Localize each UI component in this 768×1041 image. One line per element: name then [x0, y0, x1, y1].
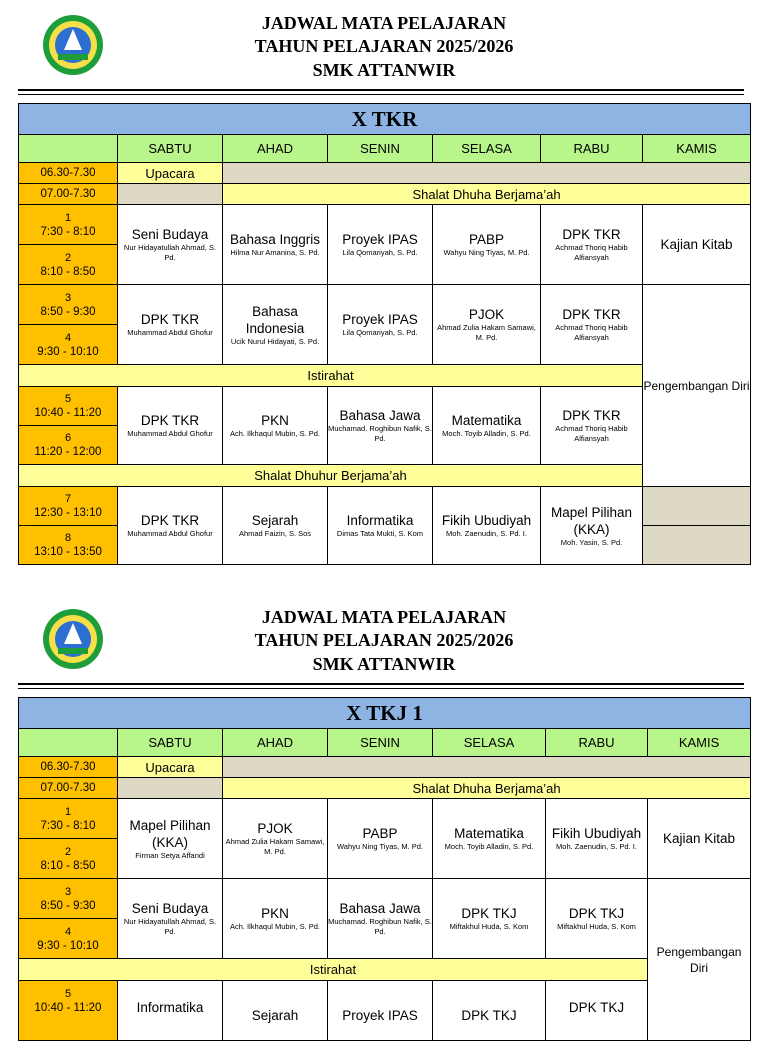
period-number: 2	[64, 845, 72, 858]
subject: PABP	[362, 826, 398, 841]
teacher: Muhammad Abdul Ghofur	[127, 529, 213, 538]
subject: DPK TKJ	[461, 1008, 517, 1023]
lesson-cell	[328, 879, 433, 959]
header-line1: JADWAL MATA PELAJARAN	[261, 13, 507, 33]
day-header-blank	[19, 729, 118, 757]
lesson-cell	[328, 387, 433, 465]
teacher: Ahmad Zulia Hakam Samawi, M. Pd.	[437, 323, 536, 342]
pengembangan-diri-cell	[643, 285, 751, 487]
subject: Proyek IPAS	[342, 232, 418, 247]
teacher: Moh. Yasin, S. Pd.	[560, 537, 623, 547]
dhuhur-banner: Shalat Dhuhur Berjama’ah	[19, 465, 643, 487]
teacher: Muhammad Abdul Ghofur	[127, 328, 213, 337]
teacher: Lila Qomariyah, S. Pd.	[342, 248, 418, 257]
period-time: 8:10 - 8:50	[40, 265, 96, 278]
teacher: Achmad Thoriq Habib Alfiansyah	[555, 424, 628, 443]
period-time: 10:40 - 11:20	[34, 407, 102, 419]
subject: Sejarah	[251, 513, 299, 528]
subject: PJOK	[468, 307, 505, 322]
subject: Fikih Ubudiyah	[551, 826, 642, 841]
period-time: 10:40 - 11:20	[34, 1002, 102, 1014]
subject: PJOK	[257, 821, 293, 836]
teacher: Ahmad Faizin, S. Sos	[238, 529, 312, 538]
period-time: 8:50 - 9:30	[40, 305, 96, 318]
lesson-cell	[223, 205, 328, 285]
period-time: 9:30 - 10:10	[37, 345, 99, 358]
subject: Bahasa Indonesia	[245, 303, 305, 336]
day-header: SENIN	[328, 135, 433, 163]
lesson-cell	[648, 799, 751, 879]
lesson-cell	[328, 205, 433, 285]
subject: Kajian Kitab	[663, 831, 736, 846]
period-1	[19, 799, 118, 839]
day-header: SENIN	[328, 729, 433, 757]
lesson-cell	[118, 285, 223, 365]
subject: PKN	[261, 906, 289, 921]
period-number: 4	[64, 331, 72, 344]
period-4	[19, 325, 118, 365]
lesson-cell	[223, 285, 328, 365]
lesson-cell	[433, 285, 541, 365]
period-number: 4	[64, 925, 72, 938]
teacher: Lila Qomariyah, S. Pd.	[342, 328, 418, 337]
blank-cell	[118, 778, 223, 799]
period-7	[19, 487, 118, 526]
period-4	[19, 919, 118, 959]
period-time: 11:20 - 12:00	[34, 446, 102, 458]
lesson-cell	[433, 387, 541, 465]
header-line2: TAHUN PELAJARAN 2025/2026	[254, 630, 514, 650]
lesson-cell	[541, 285, 643, 365]
period-time: 7:30 - 8:10	[40, 819, 96, 832]
lesson-cell	[541, 487, 643, 565]
period-time: 12:30 - 13:10	[34, 507, 102, 519]
subject: DPK TKR	[562, 227, 621, 242]
subject: Seni Budaya	[131, 227, 209, 242]
subject: DPK TKJ	[568, 906, 625, 921]
schedule-table	[18, 697, 751, 1041]
istirahat-banner: Istirahat	[19, 365, 643, 387]
period-5	[19, 981, 118, 1041]
period-time: 9:30 - 10:10	[37, 939, 99, 952]
teacher: Dimas Tata Mukti, S. Kom	[336, 529, 424, 538]
period-number: 2	[64, 251, 72, 264]
lesson-cell	[546, 799, 648, 879]
lesson-cell	[546, 879, 648, 959]
teacher: Wahyu Ning Tiyas, M. Pd.	[443, 248, 530, 257]
subject: Bahasa Jawa	[339, 901, 421, 916]
dhuha-banner: Shalat Dhuha Berjama’ah	[223, 184, 751, 205]
blank-cell	[223, 163, 751, 184]
lesson-cell	[433, 487, 541, 565]
teacher: Moch. Toyib Alladin, S. Pd.	[442, 429, 531, 438]
subject: DPK TKR	[140, 513, 200, 528]
subject: Informatika	[346, 513, 414, 528]
subject: Kajian Kitab	[660, 237, 733, 252]
schedule-table	[18, 103, 751, 565]
lesson-cell	[118, 799, 223, 879]
period-number: 6	[64, 432, 72, 444]
teacher: Nur Hidayatullah Ahmad, S. Pd.	[123, 917, 217, 936]
period-5	[19, 387, 118, 426]
lesson-cell	[223, 387, 328, 465]
lesson-cell	[643, 205, 751, 285]
subject: Proyek IPAS	[342, 312, 418, 327]
period-number: 1	[64, 211, 72, 224]
subject: Seni Budaya	[131, 901, 209, 916]
lesson-cell	[223, 981, 328, 1041]
teacher: Miftakhul Huda, S. Kom	[449, 922, 529, 931]
subject: DPK TKR	[562, 408, 621, 423]
teacher: Ach. Ilkhaqul Mubin, S. Pd.	[229, 429, 321, 438]
subject: DPK TKR	[140, 312, 200, 327]
blank-cell	[643, 526, 751, 565]
teacher: Achmad Thoriq Habib Alfiansyah	[555, 323, 628, 342]
teacher: Wahyu Ning Tiyas, M. Pd.	[336, 842, 423, 851]
header-line1: JADWAL MATA PELAJARAN	[261, 607, 507, 627]
subject: Sejarah	[251, 1008, 299, 1023]
lesson-cell	[433, 205, 541, 285]
period-8	[19, 526, 118, 565]
day-header: AHAD	[223, 729, 328, 757]
blank-cell	[118, 184, 223, 205]
blank-cell	[223, 757, 751, 778]
class-title: X TKJ 1	[19, 698, 751, 729]
day-header: SABTU	[118, 729, 223, 757]
lesson-cell	[118, 387, 223, 465]
lesson-cell	[328, 285, 433, 365]
time-slot: 06.30-7.30	[19, 757, 118, 778]
day-header: AHAD	[223, 135, 328, 163]
period-number: 3	[64, 885, 72, 898]
subject: DPK TKJ	[568, 1000, 625, 1015]
upacara-cell: Upacara	[118, 757, 223, 778]
subject: PKN	[261, 413, 289, 428]
teacher: Ucik Nurul Hidayati, S. Pd.	[230, 336, 320, 346]
subject: PABP	[468, 232, 504, 247]
lesson-cell	[223, 879, 328, 959]
class-title: X TKR	[19, 104, 751, 135]
day-header: SELASA	[433, 135, 541, 163]
period-number: 5	[64, 393, 72, 405]
subject: DPK TKJ	[461, 906, 517, 921]
day-header: KAMIS	[643, 135, 751, 163]
lesson-cell	[118, 487, 223, 565]
period-1	[19, 205, 118, 245]
header-rule	[18, 683, 744, 685]
period-number: 5	[64, 988, 72, 1000]
day-header: KAMIS	[648, 729, 751, 757]
teacher: Muhammad Abdul Ghofur	[127, 429, 213, 438]
lesson-cell	[433, 799, 546, 879]
day-header: SELASA	[433, 729, 546, 757]
teacher: Miftakhul Huda, S. Kom	[557, 922, 636, 931]
subject: Pengembangan Diri	[656, 944, 742, 975]
period-number: 1	[64, 805, 72, 818]
lesson-cell	[118, 879, 223, 959]
period-number: 7	[64, 493, 72, 505]
day-header-blank	[19, 135, 118, 163]
period-time: 8:50 - 9:30	[40, 899, 96, 912]
lesson-cell	[328, 487, 433, 565]
header-rule-thin	[18, 94, 744, 95]
day-header: RABU	[546, 729, 648, 757]
time-slot: 06.30-7.30	[19, 163, 118, 184]
istirahat-banner: Istirahat	[19, 959, 648, 981]
period-number: 3	[64, 291, 72, 304]
lesson-cell	[223, 799, 328, 879]
dhuha-banner: Shalat Dhuha Berjama’ah	[223, 778, 751, 799]
period-6	[19, 426, 118, 465]
lesson-cell	[118, 205, 223, 285]
day-header: SABTU	[118, 135, 223, 163]
subject: Bahasa Inggris	[229, 232, 321, 247]
teacher: Muchamad. Roghibun Nafik, S. Pd.	[328, 917, 432, 936]
subject: Mapel Pilihan (KKA)	[129, 817, 211, 850]
teacher: Firman Setya Affandi	[135, 850, 205, 860]
subject: DPK TKR	[140, 413, 200, 428]
header-rule	[18, 89, 744, 91]
header-line2: TAHUN PELAJARAN 2025/2026	[254, 36, 514, 56]
subject: Bahasa Jawa	[339, 408, 421, 423]
subject: Matematika	[451, 413, 522, 428]
teacher: Ahmad Zulia Hakam Samawi, M. Pd.	[225, 837, 325, 856]
lesson-cell	[433, 879, 546, 959]
time-slot: 07.00-7.30	[19, 184, 118, 205]
teacher: Moch. Toyib Alladin, S. Pd.	[444, 842, 534, 851]
header-line3: SMK ATTANWIR	[312, 654, 456, 674]
pengembangan-diri-cell	[648, 879, 751, 1041]
header-line3: SMK ATTANWIR	[312, 60, 456, 80]
period-3	[19, 285, 118, 325]
header-rule-thin	[18, 688, 744, 689]
day-header: RABU	[541, 135, 643, 163]
teacher: Ach. Ilkhaqul Mubin, S. Pd.	[229, 922, 321, 931]
teacher: Achmad Thoriq Habib Alfiansyah	[555, 243, 628, 262]
time-slot: 07.00-7.30	[19, 778, 118, 799]
teacher: Hilma Nur Amanina, S. Pd.	[230, 248, 320, 257]
subject: Proyek IPAS	[342, 1008, 418, 1023]
period-time: 8:10 - 8:50	[40, 859, 96, 872]
subject: Informatika	[136, 1000, 204, 1015]
subject: Mapel Pilihan (KKA)	[550, 504, 633, 537]
teacher: Moh. Zaenudin, S. Pd. I.	[446, 529, 527, 538]
lesson-cell	[541, 387, 643, 465]
teacher: Moh. Zaenudin, S. Pd. I.	[556, 842, 637, 851]
subject: DPK TKR	[562, 307, 621, 322]
upacara-cell: Upacara	[118, 163, 223, 184]
teacher: Nur Hidayatullah Ahmad, S. Pd.	[123, 243, 217, 262]
lesson-cell	[541, 205, 643, 285]
period-time: 7:30 - 8:10	[40, 225, 96, 238]
lesson-cell	[433, 981, 546, 1041]
blank-cell	[643, 487, 751, 526]
subject: Matematika	[454, 826, 524, 841]
lesson-cell	[328, 799, 433, 879]
lesson-cell	[546, 981, 648, 1041]
period-time: 13:10 - 13:50	[34, 546, 102, 558]
period-2	[19, 839, 118, 879]
subject: Pengembangan Diri	[643, 378, 750, 393]
period-3	[19, 879, 118, 919]
period-2	[19, 245, 118, 285]
teacher: Muchamad. Roghibun Nafik, S. Pd.	[328, 424, 432, 443]
lesson-cell	[118, 981, 223, 1041]
lesson-cell	[223, 487, 328, 565]
lesson-cell	[328, 981, 433, 1041]
subject: Fikih Ubudiyah	[441, 513, 532, 528]
period-number: 8	[64, 532, 72, 544]
